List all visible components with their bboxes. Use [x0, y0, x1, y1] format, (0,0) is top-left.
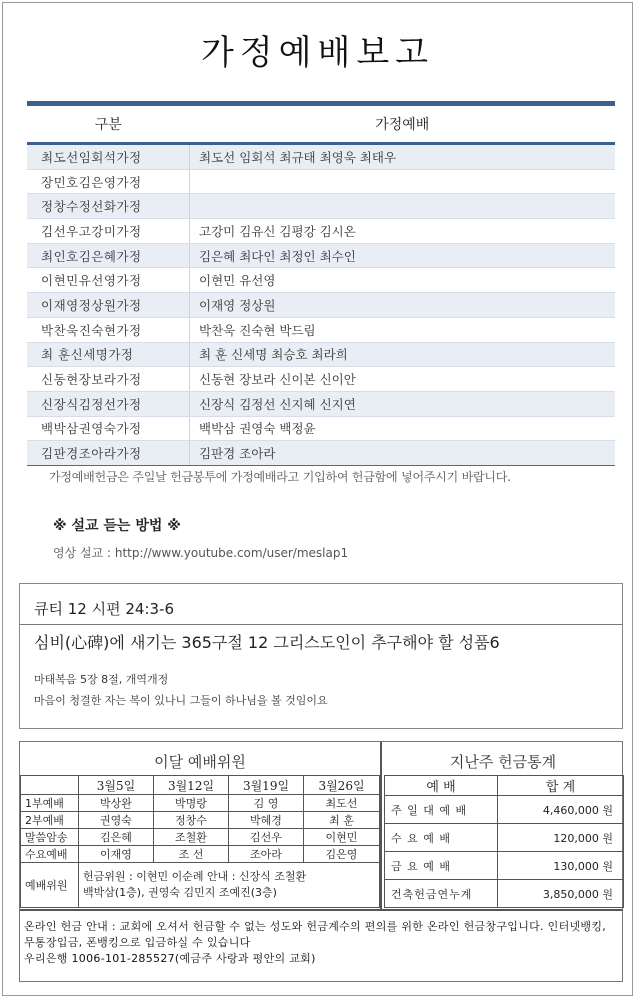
role-name-cell: 정창수	[154, 812, 229, 829]
stats-amount: 130,000 원	[498, 852, 624, 880]
sermon-link[interactable]: 영상 설교 : http://www.youtube.com/user/meslap1	[53, 546, 349, 560]
qt-reference: 마태복음 5장 8절, 개역개정	[34, 673, 169, 686]
roles-header-row	[21, 776, 380, 795]
committee-label: 예배위원	[21, 863, 79, 908]
stats-header-row	[385, 776, 624, 796]
horizontal-divider	[20, 909, 622, 911]
stats-label: 수 요 예 배	[385, 824, 498, 852]
table-row	[27, 317, 615, 342]
table-row	[27, 416, 615, 441]
roles-corner	[21, 776, 79, 795]
roles-row	[21, 812, 380, 829]
qt-divider	[20, 624, 622, 625]
role-name-cell: 김선우	[229, 829, 304, 846]
roles-row	[21, 846, 380, 863]
role-name-cell: 박상완	[79, 795, 154, 812]
role-name-cell: 김은영	[304, 846, 380, 863]
online-giving-text: 온라인 헌금 안내 : 교회에 오셔서 헌금할 수 없는 성도와 헌금계수의 편의를 위한 온라인 헌금창구입니다. 인터넷뱅킹, 무통장입금, 폰뱅킹으로 입금하실 수 있습니다	[24, 920, 607, 949]
roles-title: 이달 예배위원	[154, 753, 246, 771]
role-label: 말씀암송	[21, 829, 79, 846]
stats-amount: 120,000 원	[498, 824, 624, 852]
family-name-cell: 정창수정선화가정	[27, 194, 190, 219]
roles-row	[21, 795, 380, 812]
role-name-cell: 권영숙	[79, 812, 154, 829]
qt-heading: 큐티 12 시편 24:3-6	[34, 600, 174, 618]
qt-verse: 마음이 청결한 자는 복이 있나니 그들이 하나님을 볼 것임이요	[34, 694, 328, 707]
date-1: 3월5일	[79, 776, 154, 795]
role-name-cell: 조 선	[154, 846, 229, 863]
table-row	[27, 367, 615, 392]
family-members-cell: 이현민 유선영	[190, 268, 616, 293]
role-name-cell: 이재영	[79, 846, 154, 863]
offering-note: 가정예배헌금은 주일날 헌금봉투에 가정예배라고 기입하여 헌금함에 넣어주시기 바랍니다.	[49, 470, 511, 484]
stats-col-total: 합 계	[498, 776, 624, 796]
family-name-cell: 이현민유선영가정	[27, 268, 190, 293]
stats-label: 주 일 대 예 배	[385, 796, 498, 824]
qt-main-title: 심비(心碑)에 새기는 365구절 12 그리스도인이 추구해야 할 성품6	[34, 633, 500, 652]
role-name-cell: 박명랑	[154, 795, 229, 812]
family-members-cell: 백박삼 권영숙 백정윤	[190, 416, 616, 441]
role-name-cell: 최 훈	[304, 812, 380, 829]
family-name-cell: 이재영정상원가정	[27, 293, 190, 318]
stats-row	[385, 796, 624, 824]
roles-row	[21, 829, 380, 846]
roles-table	[20, 775, 380, 908]
family-members-cell: 신동현 장보라 신이본 신이안	[190, 367, 616, 392]
family-name-cell: 박찬욱진숙현가정	[27, 317, 190, 342]
sermon-heading: ※ 설교 듣는 방법 ※	[53, 518, 181, 534]
stats-table	[384, 775, 624, 908]
family-name-cell: 백박삼권영숙가정	[27, 416, 190, 441]
table-row	[27, 219, 615, 244]
family-name-cell: 최 훈신세명가정	[27, 342, 190, 367]
stats-label: 금 요 예 배	[385, 852, 498, 880]
committee-row	[21, 863, 380, 908]
family-members-cell: 박찬욱 진숙현 박드림	[190, 317, 616, 342]
role-name-cell: 최도선	[304, 795, 380, 812]
vertical-divider	[380, 742, 382, 909]
qt-box	[19, 583, 623, 729]
table-row	[27, 391, 615, 416]
family-members-cell: 최도선 임회석 최규태 최영욱 최태우	[190, 145, 616, 169]
role-name-cell: 이현민	[304, 829, 380, 846]
date-4: 3월26일	[304, 776, 380, 795]
page-title: 가정예배보고	[200, 33, 435, 73]
family-members-cell: 최 훈 신세명 최승호 최라희	[190, 342, 616, 367]
family-members-cell	[190, 194, 616, 219]
family-name-cell: 최도선임회석가정	[27, 145, 190, 169]
role-label: 1부예배	[21, 795, 79, 812]
committee-line-1: 헌금위원 : 이현민 이순례 안내 : 신장식 조철환	[83, 870, 307, 883]
table-row	[27, 342, 615, 367]
role-name-cell: 김은혜	[79, 829, 154, 846]
committee-members	[79, 863, 380, 908]
header-family-worship: 가정예배	[190, 106, 616, 143]
family-members-cell	[190, 169, 616, 194]
family-members-cell: 김은혜 최다인 최정인 최수인	[190, 243, 616, 268]
table-row	[27, 243, 615, 268]
family-name-cell: 김판경조아라가정	[27, 441, 190, 466]
header-category: 구분	[27, 106, 190, 143]
stats-amount: 3,850,000 원	[498, 880, 624, 908]
family-worship-table	[27, 101, 615, 466]
table-row	[27, 194, 615, 219]
family-members-cell: 김판경 조아라	[190, 441, 616, 466]
role-name-cell: 박혜경	[229, 812, 304, 829]
table-row	[27, 293, 615, 318]
family-name-cell: 신장식김정선가정	[27, 391, 190, 416]
role-name-cell: 김 영	[229, 795, 304, 812]
family-name-cell: 최인호김은혜가정	[27, 243, 190, 268]
committee-line-2: 백박삼(1층), 권영숙 김민지 조예진(3층)	[83, 886, 277, 899]
stats-row	[385, 824, 624, 852]
date-2: 3월12일	[154, 776, 229, 795]
bulletin-page	[2, 2, 633, 996]
stats-col-worship: 예 배	[385, 776, 498, 796]
stats-row	[385, 852, 624, 880]
role-label: 수요예배	[21, 846, 79, 863]
role-label: 2부예배	[21, 812, 79, 829]
bottom-info-box	[19, 741, 623, 982]
table-row	[27, 268, 615, 293]
family-name-cell: 장민호김은영가정	[27, 169, 190, 194]
role-name-cell: 조철환	[154, 829, 229, 846]
stats-label: 건축헌금연누계	[385, 880, 498, 908]
stats-amount: 4,460,000 원	[498, 796, 624, 824]
table-row	[27, 169, 615, 194]
bank-account: 우리은행 1006-101-285527(예금주 사랑과 평안의 교회)	[24, 952, 316, 965]
table-row	[27, 441, 615, 466]
stats-title: 지난주 헌금통계	[449, 753, 557, 771]
table-row	[27, 145, 615, 169]
family-members-cell: 고강미 김유신 김평강 김시온	[190, 219, 616, 244]
family-name-cell: 김선우고강미가정	[27, 219, 190, 244]
family-members-cell: 신장식 김정선 신지혜 신지연	[190, 391, 616, 416]
family-members-cell: 이재영 정상원	[190, 293, 616, 318]
role-name-cell: 조아라	[229, 846, 304, 863]
date-3: 3월19일	[229, 776, 304, 795]
table-header-row	[27, 106, 615, 143]
stats-row	[385, 880, 624, 908]
family-name-cell: 신동현장보라가정	[27, 367, 190, 392]
online-giving-info	[24, 919, 620, 967]
